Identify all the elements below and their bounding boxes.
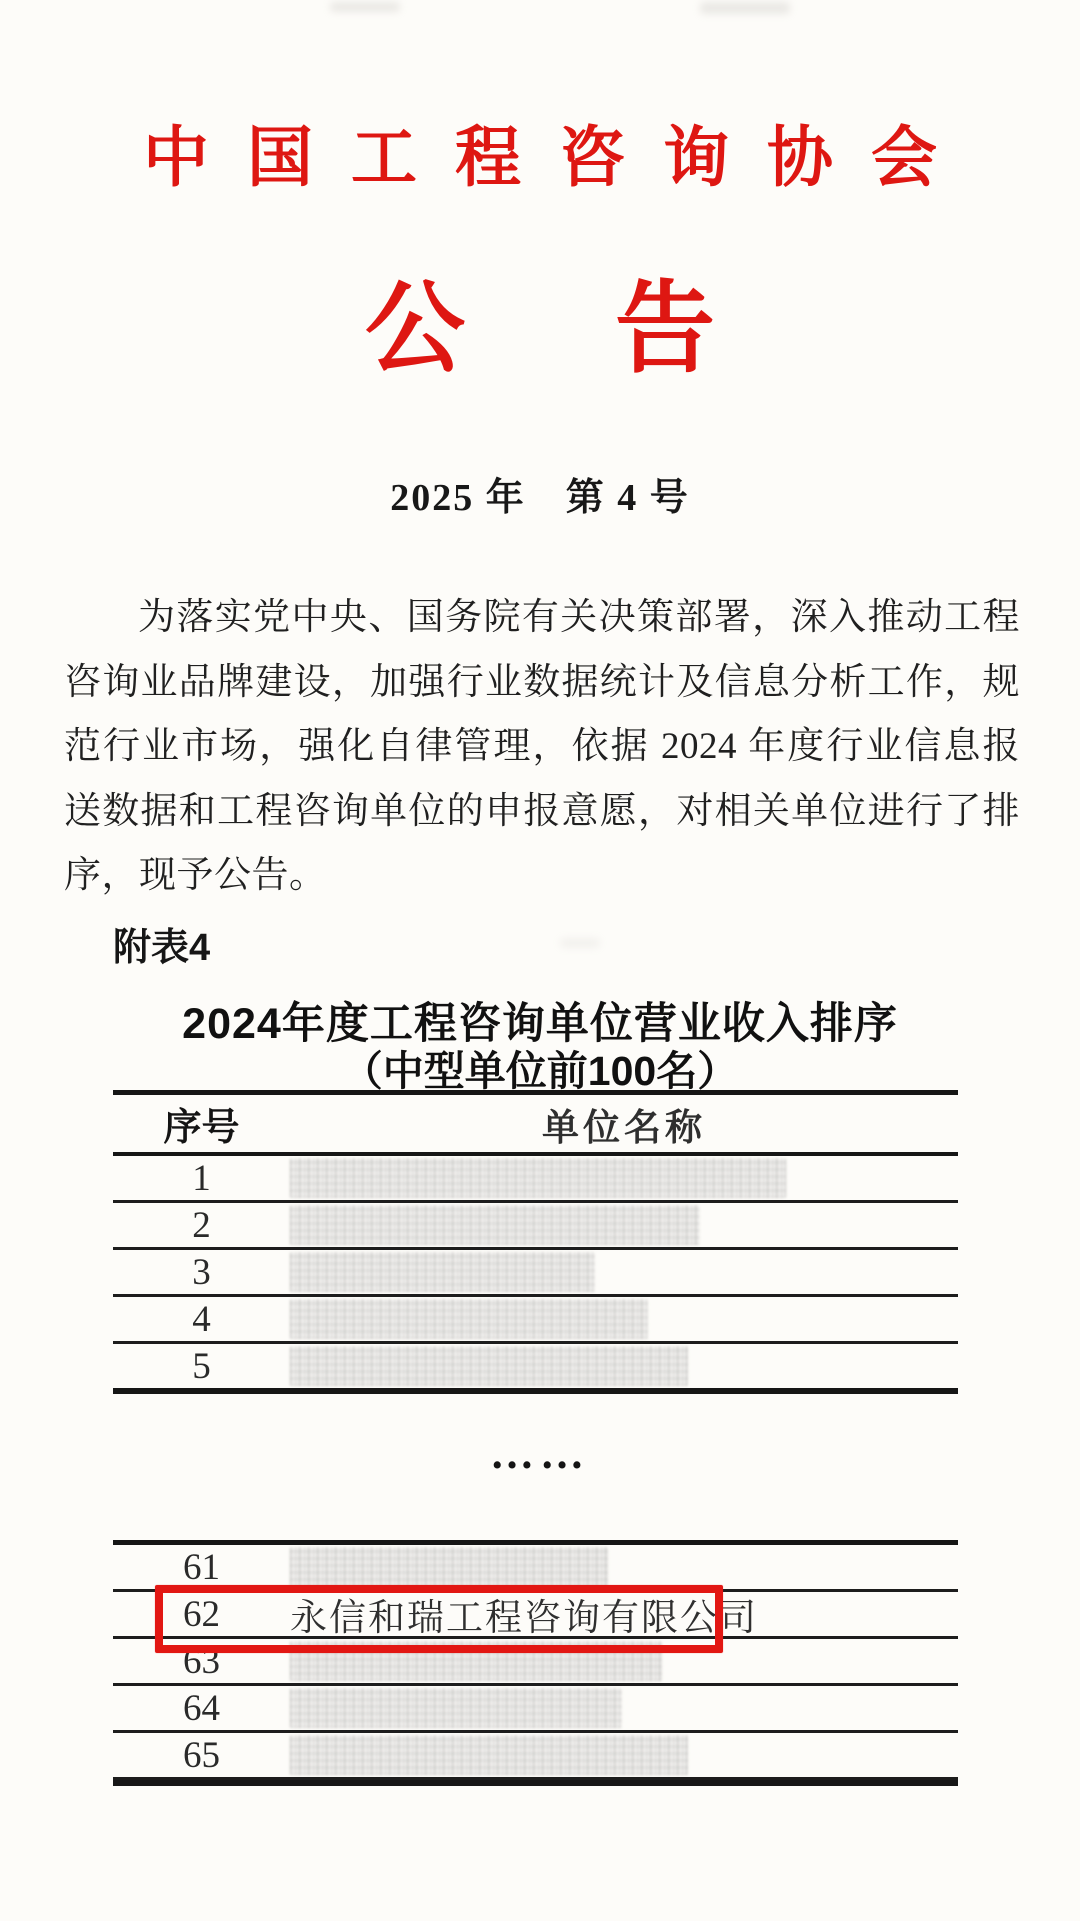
ranking-table-top bbox=[113, 1090, 958, 1394]
omitted-rows-ellipsis: …… bbox=[490, 1429, 590, 1478]
document-org-title-text: 中国工程咨询协会 bbox=[143, 122, 975, 195]
rank-number: 63 bbox=[183, 1640, 220, 1682]
rank-number: 1 bbox=[192, 1157, 211, 1199]
issue-number: 2025 年 第 4 号 bbox=[390, 477, 690, 519]
scan-artifact bbox=[560, 938, 600, 948]
table-row bbox=[113, 1203, 958, 1250]
rank-number: 65 bbox=[183, 1734, 220, 1776]
redacted-name bbox=[290, 1641, 662, 1681]
redacted-name bbox=[290, 1735, 688, 1775]
document-org-title bbox=[0, 104, 1080, 199]
redacted-name bbox=[290, 1299, 648, 1339]
redacted-name bbox=[290, 1688, 622, 1728]
table-row bbox=[113, 1156, 958, 1203]
redacted-name bbox=[290, 1205, 700, 1245]
announcement-title bbox=[0, 248, 1080, 392]
rank-number: 62 bbox=[183, 1593, 220, 1635]
table-row bbox=[113, 1250, 958, 1297]
ranking-table-bottom bbox=[113, 1540, 958, 1786]
column-header-name: 单位名称 bbox=[542, 1106, 706, 1148]
table-row-highlighted bbox=[113, 1592, 958, 1639]
table-row bbox=[113, 1733, 958, 1780]
rank-number: 5 bbox=[192, 1345, 211, 1387]
rank-number: 3 bbox=[192, 1251, 211, 1293]
table-subtitle: （中型单位前100名） bbox=[341, 1048, 739, 1094]
table-row bbox=[113, 1545, 958, 1592]
rank-number: 61 bbox=[183, 1546, 220, 1588]
rank-number: 2 bbox=[192, 1204, 211, 1246]
redacted-name bbox=[290, 1547, 608, 1587]
company-name: 永信和瑞工程咨询有限公司 bbox=[290, 1598, 758, 1639]
table-header-row bbox=[113, 1095, 958, 1156]
redacted-name bbox=[290, 1346, 688, 1386]
redacted-name bbox=[290, 1158, 786, 1198]
redacted-name bbox=[290, 1252, 595, 1292]
table-title: 2024年度工程咨询单位营业收入排序 bbox=[182, 1000, 898, 1048]
table-row bbox=[113, 1686, 958, 1733]
table-row bbox=[113, 1297, 958, 1344]
rank-number: 4 bbox=[192, 1298, 211, 1340]
scan-artifact bbox=[700, 2, 790, 14]
table-row bbox=[113, 1344, 958, 1388]
scan-artifact bbox=[330, 2, 400, 12]
appendix-label: 附表4 bbox=[113, 927, 211, 969]
table-row bbox=[113, 1639, 958, 1686]
rank-number: 64 bbox=[183, 1687, 220, 1729]
announcement-title-text: 公告 bbox=[365, 274, 865, 385]
column-header-index: 序号 bbox=[163, 1107, 240, 1149]
body-paragraph: 为落实党中央、国务院有关决策部署，深入推动工程咨询业品牌建设，加强行业数据统计及信息分析工作，规范行业市场，强化自律管理，依据 2024 年度行业信息报送数据和工程咨询单位的申报意愿，对相关单位进行了排序，现予公告。 bbox=[64, 597, 1020, 896]
